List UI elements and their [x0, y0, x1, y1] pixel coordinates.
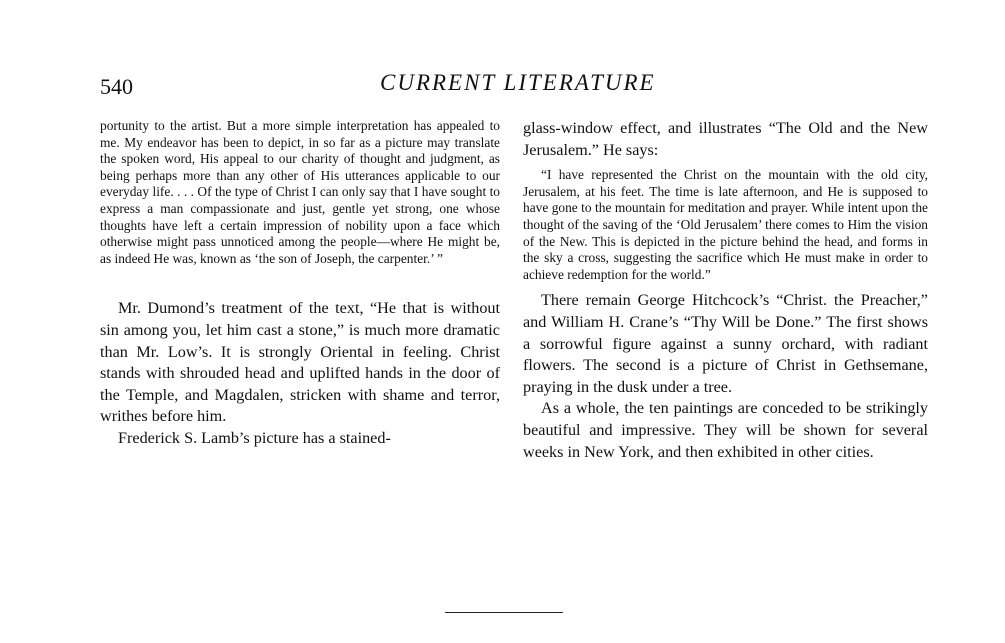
remaining-paintings-paragraph: There remain George Hitchcock’s “Christ. the Preacher,” and William H. Crane’s “Thy Will be Done.” The first shows a sorrowful figure against a sunny orchard, with radiant flowers. The second is a picture of Christ in Gethsemane, praying in the dusk under a tree.: [523, 291, 928, 396]
right-column: [523, 118, 928, 463]
page-number: 540: [100, 74, 133, 99]
lamb-paragraph-start: Frederick S. Lamb’s picture has a stained-: [118, 428, 391, 447]
running-title: CURRENT LITERATURE: [380, 70, 656, 95]
left-column: [100, 118, 500, 450]
closing-paragraph: As a whole, the ten paintings are conceded to be strikingly beautiful and impressive. They will be shown for several weeks in New York, and then exhibited in other cities.: [523, 399, 928, 461]
page-header: [100, 70, 930, 102]
dumond-paragraph: Mr. Dumond’s treatment of the text, “He that is without sin among you, let him cast a stone,” is much more dramatic than Mr. Low’s. It is strongly Oriental in feeling. Christ stands with shrouded head and uplifted hands in the door of the Temple, and Magdalen, stricken with shame and terror, writhes before him.: [100, 299, 500, 426]
footer-rule: [445, 612, 563, 613]
lamb-quote: “I have represented the Christ on the mountain with the old city, Jerusalem, at his feet. The time is late afternoon, and He is supposed to have gone to the mountain for meditation and prayer. While intent upon the thought of the saving of the ‘Old Jerusalem’ there comes to Him the vision of the New. This is depicted in the picture behind the head, and forms in the sky a cross, suggesting the sacrifice which He must make in order to achieve redemption for the world.”: [523, 167, 928, 282]
quote-continuation: portunity to the artist. But a more simple interpretation has appealed to me. My endeavor has been to depict, in so far as a picture may translate the spoken word, His appeal to our charity of thought and judgment, as being perhaps more than any other of His utterances applicable to our everyday life. . . . Of the type of Christ I can only say that I have sought to express a man compassionate and just, gentle yet strong, one whose thoughts have left a certain impression of nobility upon a face which otherwise might pass unnoticed among the people—where He might be, as indeed He was, known as ‘the son of Joseph, the carpenter.’ ”: [100, 118, 500, 266]
lamb-paragraph-end: glass-window effect, and illustrates “The Old and the New Jerusalem.” He says:: [523, 119, 928, 159]
